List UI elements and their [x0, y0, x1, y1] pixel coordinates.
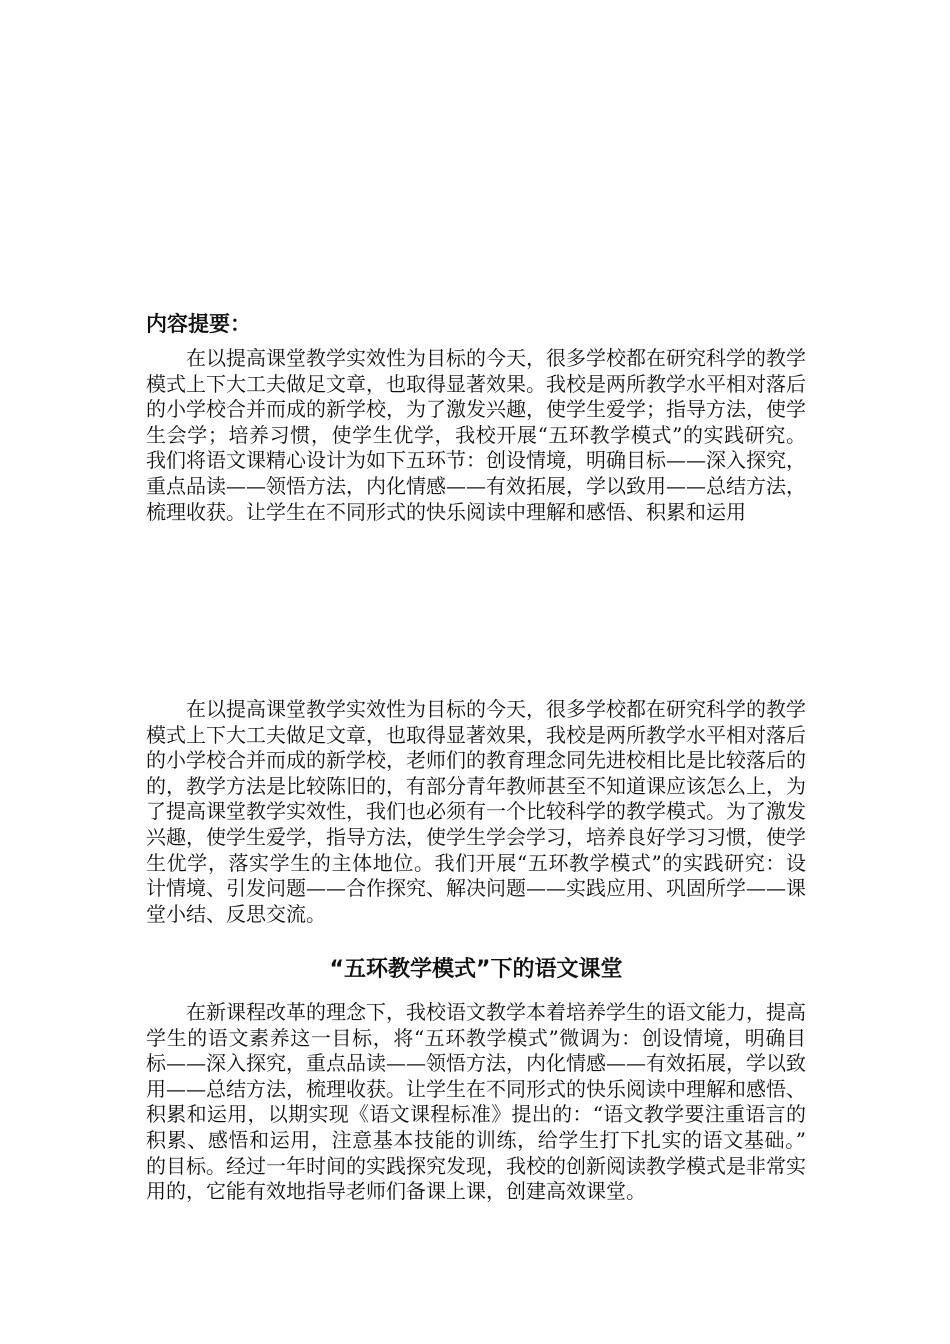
section-paragraph: 在新课程改革的理念下，我校语文教学本着培养学生的语文能力，提高学生的语文素养这一目标，将“五环教学模式”微调为：创设情境，明确目标——深入探究，重点品读——领悟方法，内化情感——有效拓展，学以致用——总结方法，梳理收获。让学生在不同形式的快乐阅读中理解和感悟、积累和运用，以期实现《语文课程标准》提出的：“语文教学要注重语言的积累、感悟和运用，注意基本技能的训练，给学生打下扎实的语文基础。”的目标。经过一年时间的实践探究发现，我校的创新阅读教学模式是非常实用的，它能有效地指导老师们备课上课，创建高效课堂。: [146, 1000, 806, 1204]
abstract-paragraph: 在以提高课堂教学实效性为目标的今天，很多学校都在研究科学的教学模式上下大工夫做足文章，也取得显著效果。我校是两所教学水平相对落后的小学校合并而成的新学校，为了激发兴趣，使学生爱学；指导方法，使学生会学；培养习惯，使学生优学，我校开展“五环教学模式”的实践研究。我们将语文课精心设计为如下五环节：创设情境，明确目标——深入探究，重点品读——领悟方法，内化情感——有效拓展，学以致用——总结方法，梳理收获。让学生在不同形式的快乐阅读中理解和感悟、积累和运用: [146, 346, 806, 524]
abstract-heading: 内容提要：: [146, 312, 251, 336]
section-title: “五环教学模式”下的语文课堂: [329, 957, 623, 982]
intro-paragraph: 在以提高课堂教学实效性为目标的今天，很多学校都在研究科学的教学模式上下大工夫做足文章，也取得显著效果，我校是两所教学水平相对落后的小学校合并而成的新学校，老师们的教育理念同先进校相比是比较落后的的，教学方法是比较陈旧的，有部分青年教师甚至不知道课应该怎么上，为了提高课堂教学实效性，我们也必须有一个比较科学的教学模式。为了激发兴趣，使学生爱学，指导方法，使学生学会学习，培养良好学习习惯，使学生优学，落实学生的主体地位。我们开展“五环教学模式”的实践研究：设计情境、引发问题——合作探究、解决问题——实践应用、巩固所学——课堂小结、反思交流。: [146, 697, 806, 926]
